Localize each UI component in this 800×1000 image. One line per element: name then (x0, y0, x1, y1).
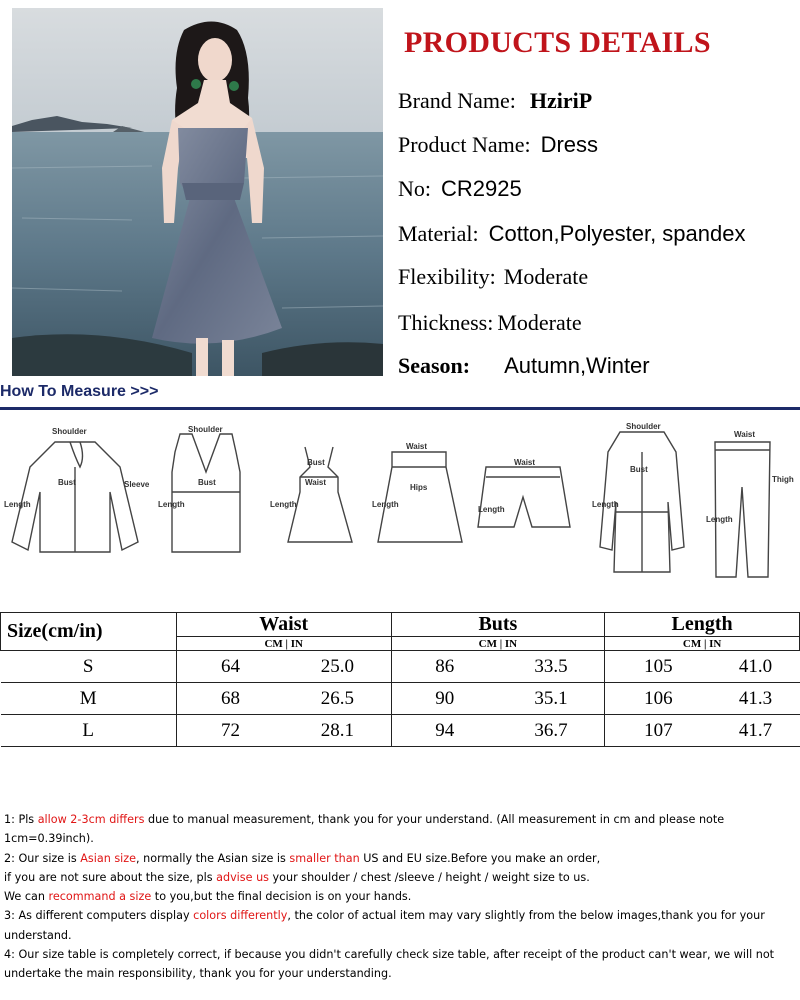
spec-value: HziriP (529, 88, 593, 113)
spec-brand-name (398, 88, 592, 114)
spec-product-name (398, 132, 598, 158)
note-highlight: allow 2-3cm differs (37, 813, 145, 826)
value-cell: 41.0 (712, 651, 800, 683)
length-label: Length (478, 505, 505, 514)
thigh-label: Thigh (772, 475, 794, 484)
length-label: Length (158, 500, 185, 509)
spec-season (398, 353, 650, 379)
value-cell: 26.5 (284, 683, 391, 715)
spec-value: CR2925 (441, 176, 522, 201)
spec-label: Material: (398, 221, 479, 246)
note-text: to you,but the final decision is on your hands. (151, 890, 412, 904)
spec-value: Dress (540, 132, 599, 157)
length-label: Length (270, 500, 297, 509)
note-4: 4: Our size table is completely correct, if because you didn't carefully check size table, after receipt of the product can't wear, we will not undertake the main responsibility, thank you for your understanding. (4, 948, 775, 981)
value-cell: 72 (176, 715, 284, 747)
note-text: , the color of actual item may vary slightly from the below images,thank you for your understand. (4, 909, 765, 942)
spec-material (398, 221, 745, 247)
value-cell: 94 (391, 715, 498, 747)
spec-label: No: (398, 176, 431, 201)
value-cell: 105 (605, 651, 712, 683)
divider (0, 407, 800, 410)
table-row (1, 715, 800, 747)
product-photo (12, 8, 383, 376)
value-cell: 33.5 (498, 651, 605, 683)
value-cell: 41.3 (712, 683, 800, 715)
measurement-diagrams (0, 412, 800, 588)
spec-number (398, 176, 522, 202)
table-row (1, 683, 800, 715)
size-notes (4, 810, 800, 984)
note-1 (4, 810, 800, 849)
shoulder-label: Shoulder (52, 427, 87, 436)
bust-label: Bust (58, 478, 76, 487)
value-cell: 25.0 (284, 651, 391, 683)
size-cell: M (1, 683, 177, 715)
bust-label: Bust (630, 465, 648, 474)
skirt-diagram (378, 452, 462, 542)
note-text: We can (4, 890, 49, 904)
spec-label: Brand Name: (398, 88, 516, 113)
value-cell: 68 (176, 683, 284, 715)
hips-label: Hips (410, 483, 428, 492)
value-cell: 64 (176, 651, 284, 683)
unit-subheader: CM | IN (605, 637, 800, 651)
spec-label: Thickness: (398, 310, 494, 335)
note-2-continued (4, 868, 800, 887)
shoulder-label: Shoulder (626, 422, 661, 431)
sleeve-label: Sleeve (124, 480, 150, 489)
unit-subheader: CM | IN (391, 637, 605, 651)
size-column-header: Size(cm/in) (1, 613, 177, 651)
size-table (0, 612, 800, 747)
value-cell: 106 (605, 683, 712, 715)
note-highlight: recommand a size (48, 890, 152, 904)
length-label: Length (372, 500, 399, 509)
note-text: , normally the Asian size is (136, 851, 290, 865)
waist-label: Waist (406, 442, 428, 451)
note-highlight: colors differently (193, 909, 288, 923)
table-row (1, 651, 800, 683)
note-text: 1: Pls (4, 813, 38, 826)
spec-flexibility (398, 264, 588, 290)
value-cell: 86 (391, 651, 498, 683)
bust-column-header: Buts (391, 613, 605, 637)
bust-label: Bust (307, 458, 325, 467)
unit-subheader: CM | IN (176, 637, 391, 651)
length-label: Length (4, 500, 31, 509)
waist-label: Waist (305, 478, 327, 487)
note-text: if you are not sure about the size, pls (4, 870, 217, 884)
pants-diagram (715, 442, 770, 577)
spec-value: Autumn,Winter (504, 353, 650, 378)
spec-thickness (398, 310, 582, 336)
size-cell: S (1, 651, 177, 683)
length-column-header: Length (605, 613, 800, 637)
waist-column-header: Waist (176, 613, 391, 637)
note-text: 2: Our size is (4, 851, 81, 865)
blouse-diagram (12, 442, 138, 552)
length-label: Length (592, 500, 619, 509)
bust-label: Bust (198, 478, 216, 487)
tank-top-diagram (172, 434, 240, 552)
spec-value: Cotton,Polyester, spandex (488, 221, 746, 246)
value-cell: 107 (605, 715, 712, 747)
page-title: PRODUCTS DETAILS (404, 26, 711, 59)
value-cell: 90 (391, 683, 498, 715)
value-cell: 28.1 (284, 715, 391, 747)
note-highlight: smaller than (289, 851, 360, 865)
spec-label: Season: (398, 353, 471, 378)
spec-value: Moderate (497, 310, 582, 335)
note-2-recommend (4, 887, 800, 906)
note-text: due to manual measurement, thank you for your understand. (All measurement in cm and please note 1cm=0.39inch). (4, 813, 725, 846)
spec-label: Flexibility: (398, 264, 496, 289)
waist-label: Waist (514, 458, 536, 467)
spec-value: Moderate (503, 264, 589, 289)
shoulder-label: Shoulder (188, 425, 223, 434)
shorts-diagram (478, 467, 570, 527)
spec-label: Product Name: (398, 132, 531, 157)
note-highlight: Asian size (80, 851, 137, 865)
value-cell: 36.7 (498, 715, 605, 747)
how-to-measure-heading: How To Measure >>> (0, 383, 159, 400)
length-label: Length (706, 515, 733, 524)
note-highlight: advise us (216, 870, 269, 884)
size-cell: L (1, 715, 177, 747)
note-text: your shoulder / chest /sleeve / height / weight size to us. (268, 870, 590, 884)
value-cell: 41.7 (712, 715, 800, 747)
note-3 (4, 906, 800, 945)
note-text: 3: As different computers display (4, 909, 194, 923)
note-text: US and EU size.Before you make an order, (359, 851, 601, 865)
note-2 (4, 849, 800, 868)
value-cell: 35.1 (498, 683, 605, 715)
waist-label: Waist (734, 430, 756, 439)
